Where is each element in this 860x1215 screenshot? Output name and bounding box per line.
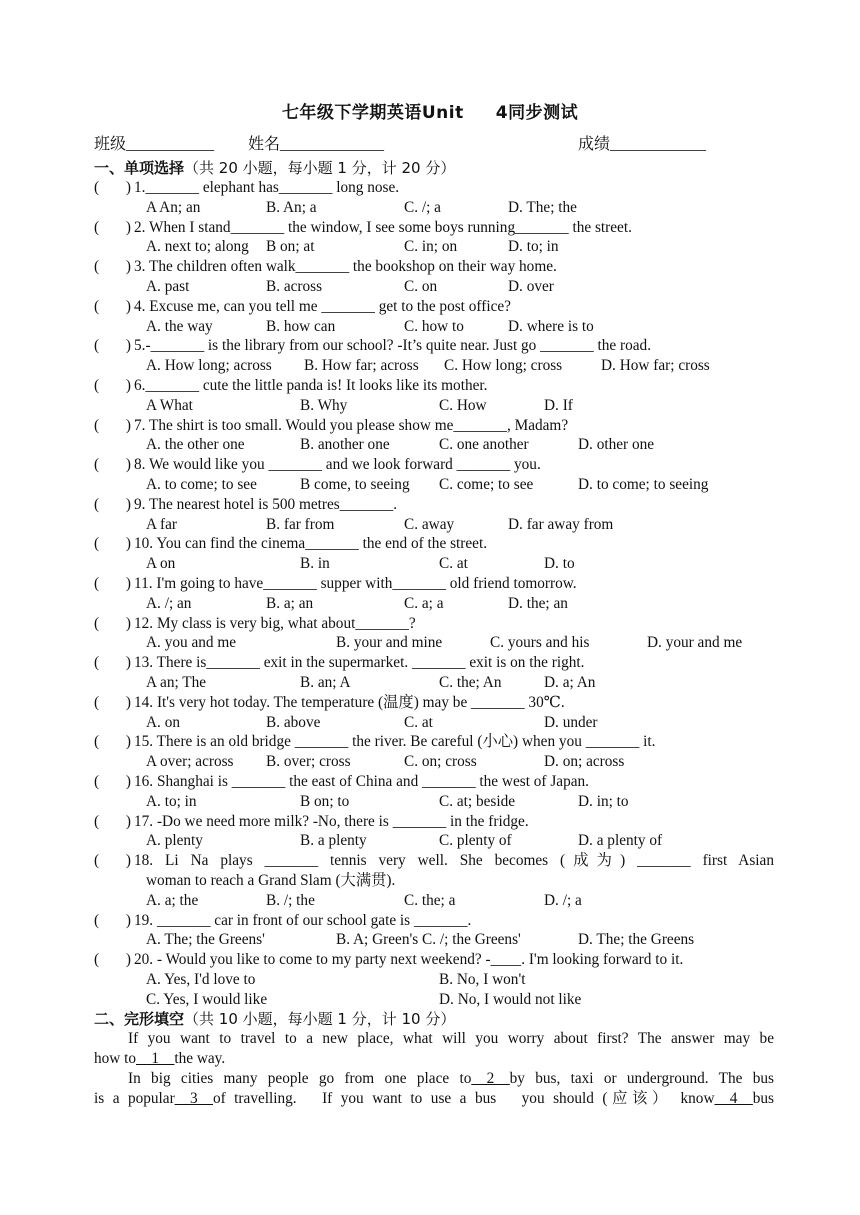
option-d[interactable]: D. /; a — [544, 891, 582, 909]
question-stem-row — [94, 376, 774, 396]
answer-blank: ( ) — [94, 416, 131, 434]
option-b[interactable]: B. far from — [266, 515, 335, 533]
answer-blank: ( ) — [94, 179, 131, 196]
option-c[interactable]: C. Yes, I would like — [146, 990, 268, 1008]
question-stem-row — [94, 495, 774, 515]
option-a[interactable]: A. to come; to see — [146, 476, 257, 493]
option-d[interactable]: D. to; in — [508, 238, 559, 256]
option-b[interactable]: B come, to seeing — [300, 476, 410, 493]
question-stem: 1._______ elephant has_______ long nose. — [134, 179, 400, 196]
student-info-row — [94, 131, 774, 153]
cloze-text: how to — [94, 1050, 137, 1067]
answer-blank: ( ) — [94, 654, 131, 672]
options-row — [94, 277, 774, 297]
option-c[interactable]: C. yours and his — [490, 634, 590, 652]
option-c[interactable]: C. plenty of — [439, 832, 512, 850]
option-c[interactable]: C. away — [404, 515, 455, 533]
options-row — [94, 990, 774, 1010]
option-d[interactable]: D. the; an — [508, 594, 568, 612]
option-b[interactable]: B. A; Green's C. /; the Greens' — [336, 931, 521, 949]
question-stem-row — [94, 851, 774, 871]
option-c[interactable]: C. a; a — [404, 594, 444, 612]
answer-blank: ( ) — [94, 377, 131, 394]
cloze-text: is a popular — [94, 1090, 175, 1107]
option-a[interactable]: A. the other one — [146, 436, 245, 454]
option-d[interactable]: D. over — [508, 278, 554, 295]
option-b[interactable]: B. How far; across — [304, 357, 419, 375]
cloze-paragraph-line — [94, 1049, 774, 1069]
answer-blank: ( ) — [94, 773, 131, 790]
option-c[interactable]: C. at — [439, 555, 468, 573]
question-stem-row — [94, 218, 774, 238]
answer-blank: ( ) — [94, 337, 131, 355]
cloze-paragraph-line — [94, 1069, 774, 1089]
option-b[interactable]: B. across — [266, 278, 323, 295]
option-a[interactable]: A. next to; along — [146, 238, 249, 256]
question-stem-row — [94, 614, 774, 634]
option-b[interactable]: B on; at — [266, 238, 315, 256]
score-field: 成绩____________ — [578, 136, 707, 153]
option-c[interactable]: C. How long; cross — [444, 357, 563, 375]
options-row — [94, 554, 774, 574]
option-b[interactable]: B. another one — [300, 436, 390, 454]
option-d[interactable]: D. If — [544, 396, 573, 414]
cloze-paragraph-line — [94, 1029, 774, 1049]
question-stem: 14. It's very hot today. The temperature (温度) may be _______ 30℃. — [134, 693, 565, 711]
option-d[interactable]: D. to come; to seeing — [578, 476, 709, 493]
option-a[interactable]: A. past — [146, 278, 190, 295]
section-note: （共 20 小题，每小题 1 分，计 20 分） — [184, 159, 456, 177]
question-stem-row — [94, 772, 774, 792]
option-d[interactable]: D. No, I would not like — [439, 990, 582, 1008]
question-stem: 5.-_______ is the library from our school? -It’s quite near. Just go _______ the road. — [134, 337, 652, 355]
option-a[interactable]: A. How long; across — [146, 357, 272, 375]
question-stem-row — [94, 574, 774, 594]
page-title: 七年级下学期英语Unit 4同步测试 — [281, 103, 579, 123]
option-b[interactable]: B. in — [300, 555, 330, 573]
option-c[interactable]: C. at; beside — [439, 792, 516, 810]
options-row — [94, 831, 774, 851]
option-a[interactable]: A What — [146, 396, 193, 414]
option-d[interactable]: D. your and me — [647, 634, 743, 652]
class-field: 班级___________ — [94, 136, 215, 153]
option-c[interactable]: C. one another — [439, 436, 529, 454]
question-stem-row — [94, 455, 774, 475]
options-row — [94, 970, 774, 990]
option-d[interactable]: D. The; the — [508, 198, 577, 216]
option-a[interactable]: A. the way — [146, 317, 213, 335]
section-title: 一、单项选择 — [94, 159, 185, 177]
question-stem-row — [94, 257, 774, 277]
option-a[interactable]: A. Yes, I'd love to — [146, 971, 256, 988]
option-a[interactable]: A over; across — [146, 753, 234, 771]
cloze-paragraph-line — [94, 1089, 774, 1109]
option-a[interactable]: A. to; in — [146, 792, 197, 810]
option-a[interactable]: A. on — [146, 713, 180, 731]
options-row — [94, 633, 774, 653]
option-a[interactable]: A on — [146, 555, 176, 573]
answer-blank: ( ) — [94, 852, 131, 870]
question-stem: 2. When I stand_______ the window, I see some boys running_______ the street. — [134, 218, 632, 236]
option-d[interactable]: D. other one — [578, 436, 655, 454]
question-stem-row — [94, 693, 774, 713]
option-b[interactable]: B. a; an — [266, 594, 314, 612]
cloze-blank: __2__ — [471, 1070, 510, 1087]
question-stem: 4. Excuse me, can you tell me _______ get to the post office? — [134, 297, 511, 315]
option-c[interactable]: C. /; a — [404, 198, 441, 216]
question-stem: 3. The children often walk_______ the bookshop on their way home. — [134, 258, 557, 276]
options-row — [94, 475, 774, 495]
question-stem-row — [94, 653, 774, 673]
option-a[interactable]: A. a; the — [146, 891, 199, 909]
option-c[interactable]: C. the; An — [439, 674, 502, 691]
answer-blank: ( ) — [94, 297, 131, 315]
option-b[interactable]: B. /; the — [266, 891, 315, 909]
option-c[interactable]: C. come; to see — [439, 476, 534, 493]
option-a[interactable]: A. /; an — [146, 594, 192, 612]
option-b[interactable]: B. No, I won't — [439, 971, 526, 988]
options-row — [94, 792, 774, 812]
option-c[interactable]: C. at — [404, 713, 433, 731]
option-d[interactable]: D. on; across — [544, 753, 625, 771]
option-b[interactable]: B. over; cross — [266, 753, 351, 771]
options-row — [94, 752, 774, 772]
option-b[interactable]: B. an; A — [300, 674, 351, 691]
name-field: 姓名_____________ — [248, 136, 385, 153]
option-a[interactable]: A far — [146, 515, 178, 533]
question-stem-row — [94, 416, 774, 436]
question-stem: 18. Li Na plays _______ tennis very well. She becomes (成为) _______ first Asian — [134, 852, 774, 870]
question-stem: 16. Shanghai is _______ the east of China and _______ the west of Japan. — [134, 773, 590, 790]
question-stem: 8. We would like you _______ and we look forward _______ you. — [134, 456, 541, 474]
options-row — [94, 435, 774, 455]
question-stem: 19. _______ car in front of our school gate is _______. — [134, 911, 472, 929]
options-row — [94, 237, 774, 257]
question-stem: 12. My class is very big, what about_______? — [134, 614, 416, 632]
answer-blank: ( ) — [94, 733, 131, 751]
question-stem: 17. -Do we need more milk? -No, there is _______ in the fridge. — [134, 812, 529, 830]
answer-blank: ( ) — [94, 575, 131, 592]
option-d[interactable]: D. a; An — [544, 674, 596, 691]
option-c[interactable]: C. the; a — [404, 891, 456, 909]
option-d[interactable]: D. to — [544, 555, 575, 573]
answer-blank: ( ) — [94, 951, 131, 969]
section-title: 二、完形填空 — [94, 1010, 185, 1028]
option-a[interactable]: A. plenty — [146, 832, 203, 850]
options-row — [94, 198, 774, 218]
question-stem-row — [94, 950, 774, 970]
option-b[interactable]: B on; to — [300, 792, 350, 810]
answer-blank: ( ) — [94, 495, 131, 513]
section-heading — [94, 1009, 774, 1029]
answer-blank: ( ) — [94, 911, 131, 929]
options-row — [94, 891, 774, 911]
option-c[interactable]: C. how to — [404, 317, 464, 335]
answer-blank: ( ) — [94, 456, 131, 474]
question-stem: 9. The nearest hotel is 500 metres_______. — [134, 495, 398, 513]
question-stem-row — [94, 178, 774, 198]
cloze-text: of travelling. If you want to use a bus you should (应该） know — [212, 1090, 715, 1107]
question-stem: 15. There is an old bridge _______ the river. Be careful (小心) when you _______ it. — [134, 733, 656, 751]
answer-blank: ( ) — [94, 812, 131, 830]
answer-blank: ( ) — [94, 693, 131, 711]
question-stem: 7. The shirt is too small. Would you please show me_______, Madam? — [134, 416, 569, 434]
option-d[interactable]: D. How far; cross — [601, 357, 710, 375]
options-row — [94, 317, 774, 337]
option-d[interactable]: D. a plenty of — [578, 832, 663, 850]
question-stem: 13. There is_______ exit in the supermarket. _______ exit is on the right. — [134, 654, 585, 672]
question-stem: 6._______ cute the little panda is! It looks like its mother. — [134, 377, 488, 394]
option-d[interactable]: D. where is to — [508, 317, 594, 335]
answer-blank: ( ) — [94, 218, 131, 236]
options-row — [94, 396, 774, 416]
question-stem-row — [94, 336, 774, 356]
question-stem-row — [94, 812, 774, 832]
question-stem: 20. - Would you like to come to my party next weekend? -____. I'm looking forward to it. — [134, 951, 684, 969]
option-b[interactable]: B. how can — [266, 317, 336, 335]
option-a[interactable]: A. you and me — [146, 634, 237, 652]
options-row — [94, 673, 774, 693]
question-stem-text: woman to reach a Grand Slam (大满贯). — [146, 872, 396, 889]
question-stem: 10. You can find the cinema_______ the end of the street. — [134, 535, 488, 553]
cloze-blank: __1__ — [136, 1050, 175, 1067]
option-c[interactable]: C. on — [404, 278, 438, 295]
option-b[interactable]: B. your and mine — [336, 634, 443, 652]
option-c[interactable]: C. in; on — [404, 238, 458, 256]
options-row — [94, 356, 774, 376]
options-row — [94, 713, 774, 733]
answer-blank: ( ) — [94, 258, 131, 276]
option-c[interactable]: C. on; cross — [404, 753, 477, 771]
options-row — [94, 594, 774, 614]
option-d[interactable]: D. in; to — [578, 792, 629, 810]
cloze-text: If you want to travel to a new place, what will you worry about first? The answer may be — [128, 1030, 774, 1047]
option-b[interactable]: B. a plenty — [300, 832, 367, 850]
answer-blank: ( ) — [94, 614, 131, 632]
cloze-text: In big cities many people go from one place to — [128, 1070, 472, 1087]
cloze-text: the way. — [174, 1050, 226, 1067]
cloze-blank: __4__ — [714, 1090, 753, 1107]
question-stem-row — [94, 911, 774, 931]
question-stem-continued — [94, 871, 774, 891]
option-d[interactable]: D. far away from — [508, 515, 614, 533]
section-heading — [94, 158, 774, 178]
options-row — [94, 930, 774, 950]
option-a[interactable]: A an; The — [146, 674, 207, 691]
question-stem-row — [94, 534, 774, 554]
option-b[interactable]: B. An; a — [266, 198, 317, 216]
answer-blank: ( ) — [94, 535, 131, 553]
option-a[interactable]: A. The; the Greens' — [146, 931, 265, 949]
question-stem-row — [94, 732, 774, 752]
option-b[interactable]: B. above — [266, 713, 321, 731]
options-row — [94, 515, 774, 535]
cloze-text: bus — [752, 1090, 774, 1107]
option-b[interactable]: B. Why — [300, 396, 348, 414]
section-note: （共 10 小题，每小题 1 分，计 10 分） — [184, 1010, 456, 1028]
cloze-blank: __3__ — [174, 1090, 213, 1107]
option-c[interactable]: D. The; the Greens — [578, 931, 695, 949]
option-c[interactable]: C. How — [439, 396, 487, 414]
question-stem-row — [94, 297, 774, 317]
cloze-text: by bus, taxi or underground. The bus — [509, 1070, 774, 1087]
option-d[interactable]: D. under — [544, 713, 598, 731]
question-stem: 11. I'm going to have_______ supper with_______ old friend tomorrow. — [134, 575, 577, 592]
option-a[interactable]: A An; an — [146, 198, 201, 216]
